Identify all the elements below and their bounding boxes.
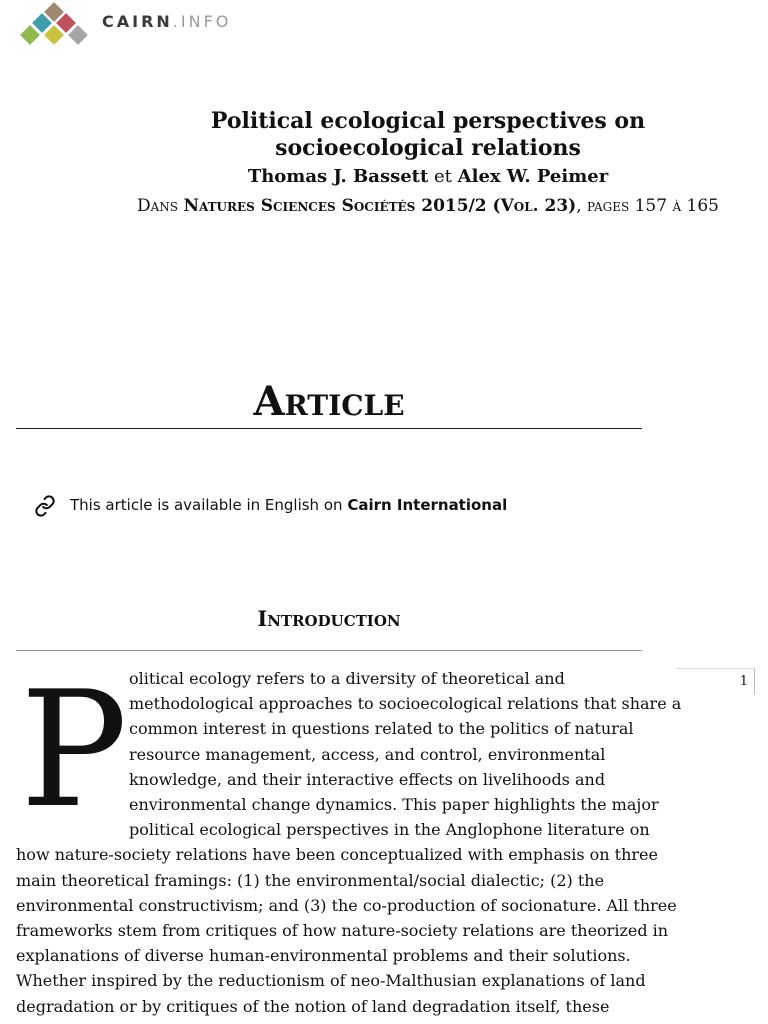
paragraph-number: 1 (739, 674, 748, 689)
logo-mark-icon (16, 0, 92, 48)
section-divider (16, 650, 642, 651)
paragraph-line: main theoretical framings: (1) the environmental/social dialectic; (2) the (16, 870, 605, 890)
section-heading-introduction: Introduction (257, 606, 401, 631)
paragraph-line: political ecological perspectives in the Anglophone literature on (129, 820, 650, 840)
paragraph-line: degradation or by critiques of the notion of land degradation itself, these (16, 996, 610, 1016)
paragraph-line: environmental change dynamics. This paper highlights the major (129, 795, 659, 815)
paragraph-line: Whether inspired by the reductionism of neo-Malthusian explanations of land (16, 971, 646, 991)
in-label: Dans (137, 196, 179, 216)
cairn-logo[interactable] (16, 0, 256, 48)
paragraph-line: methodological approaches to socioecological relations that share a (129, 694, 682, 714)
drop-cap: P (20, 656, 128, 843)
article-heading: Article (253, 378, 405, 425)
authors-line (128, 165, 728, 189)
heading-divider (16, 428, 642, 429)
logo-diamond (68, 25, 88, 45)
paragraph-line: common interest in questions related to the politics of natural (129, 719, 634, 739)
cairn-international-link[interactable]: Cairn International (347, 496, 508, 514)
paragraph (16, 666, 682, 1019)
paragraph-line: environmental constructivism; and (3) the co-production of socionature. All three (16, 895, 677, 915)
article-title: Political ecological perspectives on socioecological relations (210, 108, 646, 161)
paragraph-line: olitical ecology refers to a diversity of theoretical and (129, 669, 565, 688)
paragraph-number-marker (676, 668, 755, 695)
paragraph-line: frameworks stem from critiques of how nature-society relations are theorized in (16, 921, 669, 941)
paragraph-line: knowledge, and their interactive effects on livelihoods and (129, 769, 606, 789)
paragraph-line: resource management, access, and control, environmental (129, 744, 606, 764)
journal-line (128, 194, 728, 218)
english-version-notice[interactable] (34, 492, 634, 520)
page-range: , pages 157 à 165 (576, 196, 719, 216)
paragraph-line: how nature-society relations have been conceptualized with emphasis on three (16, 845, 658, 865)
journal-link[interactable]: Natures Sciences Sociétés 2015/2 (Vol. 23) (183, 196, 577, 216)
paragraph-line: explanations of diverse human-environmental problems and their solutions. (16, 946, 631, 966)
logo-wordmark: CAIRN.INFO (102, 12, 232, 31)
link-icon (34, 495, 56, 517)
english-notice-text: This article is available in English on Cairn International (70, 496, 508, 514)
author-conjunction: et (434, 166, 452, 187)
author-link[interactable]: Thomas J. Bassett (247, 166, 429, 187)
author-link[interactable]: Alex W. Peimer (457, 166, 609, 187)
